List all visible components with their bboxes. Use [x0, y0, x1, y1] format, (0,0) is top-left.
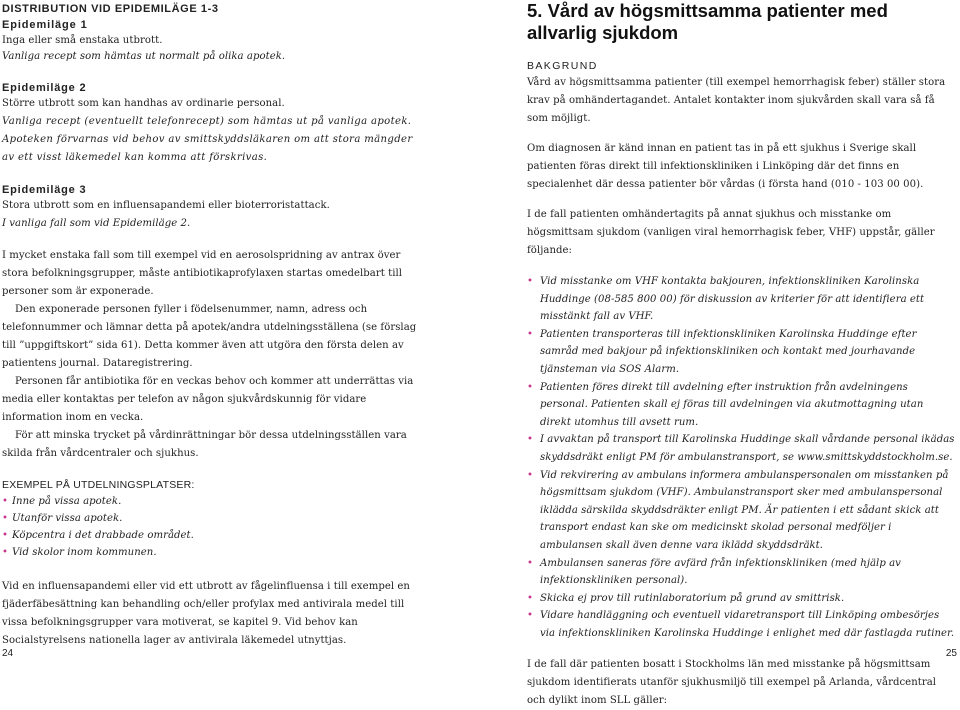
list-item: • Patienten transporteras till infektionskliniken Karolinska Huddinge efter samråd med bakjour på infektionskliniken och kontakt med jourhavande tjänsteman via SOS Alarm. — [527, 326, 957, 379]
bakgrund-heading: BAKGRUND — [527, 60, 598, 72]
list-item: • Vidare handläggning och eventuell vidaretransport till Linköping ombesörjes via infektionskliniken Karolinska Huddinge i enlighet med där fastlagda rutiner. — [527, 607, 957, 642]
list-item: • Köpcentra i det drabbade området. — [2, 527, 424, 544]
intro-paragraph-2: Om diagnosen är känd innan en patient tas in på ett sjukhus i Sverige skall patienten föras direkt till infektionskliniken i Linköping där det finns en specialenhet där dessa patienter bör vårdas (i första hand (010 - 103 00 00). — [527, 143, 924, 190]
paragraph-antrax: I mycket enstaka fall som till exempel vid en aerosolspridning av antrax över stora befolkningsgrupper, måste antibiotikaprofylaxen startas omedelbart till personer som är exponerade. — [2, 250, 403, 297]
page-number-left: 24 — [2, 648, 14, 659]
level1-line2: Vanliga recept som hämtas ut normalt på olika apotek. — [2, 51, 286, 62]
level3-line1: Stora utbrott som en influensapandemi eller bioterroristattack. — [2, 200, 330, 211]
level1-line1: Inga eller små enstaka utbrott. — [2, 35, 163, 46]
chapter-title: 5. Vård av högsmittsamma patienter med allvarlig sjukdom — [527, 0, 888, 43]
level3-line2: I vanliga fall som vid Epidemiläge 2. — [2, 218, 191, 229]
list-item: • Vid skolor inom kommunen. — [2, 544, 424, 561]
examples-heading: EXEMPEL PÅ UTDELNINGSPLATSER: — [2, 479, 195, 491]
paragraph-distribution-points: För att minska trycket på vårdinrättningar bör dessa utdelningsställen vara skilda från vårdcentraler och sjukhus. — [2, 430, 407, 459]
level2-line2: Vanliga recept (eventuellt telefonrecept) som hämtas ut på vanliga apotek. Apoteken förvarnas vid behov av smittskyddsläkaren om att stora mängder av ett visst läkemedel kan komma att förskrivas. — [2, 116, 413, 163]
list-item: • Skicka ej prov till rutinlaboratorium på grund av smittrisk. — [527, 590, 957, 608]
paragraph-exposed-person: Den exponerade personen fyller i födelsenummer, namn, adress och telefonnummer och lämnar detta på apotek/andra utdelningsställena (se förslag till ”uppgiftskort” sida 61). Detta kommer även att utgöra den första delen av patientens journal. Dataregistrering. — [2, 304, 417, 369]
level3-heading: Epidemiläge 3 — [2, 184, 87, 196]
level2-line1: Större utbrott som kan handhas av ordinarie personal. — [2, 98, 285, 109]
intro-paragraph-3: I de fall patienten omhändertagits på annat sjukhus och misstanke om högsmittsam sjukdom (vanligen viral hemorrhagisk feber, VHF) uppstår, gäller följande: — [527, 209, 935, 256]
list-item: • Utanför vissa apotek. — [2, 510, 424, 527]
intro-paragraph-1: Vård av högsmittsamma patienter (till exempel hemorrhagisk feber) ställer stora krav på omhändertagandet. Antalet kontakter inom sjukvården skall vara så få som möjligt. — [527, 77, 946, 124]
vhf-procedure-list — [527, 273, 957, 642]
left-page-column — [2, 0, 424, 650]
list-item: • Ambulansen saneras före avfärd från infektionskliniken (med hjälp av infektionskliniken personal). — [527, 555, 957, 590]
list-item: • Vid rekvirering av ambulans informera ambulanspersonalen om misstanken på högsmittsam sjukdom (VHF). Ambulanstransport sker med ambulanspersonal iklädda särskilda skyddsdräkter enligt PM. Är patienten i ett sådant skick att transport endast kan ske om medicinskt skolad personal medföljer i ambulansen skall även denne vara iklädd skyddsdräkt. — [527, 467, 957, 555]
distribution-title: DISTRIBUTION VID EPIDEMILÄGE 1-3 — [2, 3, 219, 15]
examples-list — [2, 493, 424, 561]
paragraph-stockholm: I de fall där patienten bosatt i Stockholms län med misstanke på högsmittsam sjukdom identifierats utanför sjukhusmiljö till exempel på Arlanda, vårdcentral och dylikt inom SLL gäller: — [527, 659, 937, 707]
paragraph-antiviral: Vid en influensapandemi eller vid ett utbrott av fågelinfluensa i till exempel en fjäderfäbesättning kan behandling och/eller profylax med antivirala medel till vissa befolkningsgrupper vara motiverat, se kapitel 9. Vid behov kan Socialstyrelsens nationella lager av antivirala läkemedel utnyttjas. — [2, 581, 410, 646]
level2-heading: Epidemiläge 2 — [2, 82, 87, 94]
list-item: • Patienten föres direkt till avdelning efter instruktion från avdelningens personal. Patienten skall ej föras till avdelningen via akutmottagning utan direkt utomhus till avsett rum. — [527, 379, 957, 432]
paragraph-antibiotics: Personen får antibiotika för en veckas behov och kommer att underrättas via media eller kontaktas per telefon av någon sjukvårdskunnig för vidare information inom en vecka. — [2, 376, 414, 423]
level1-heading: Epidemiläge 1 — [2, 19, 88, 31]
list-item: • Inne på vissa apotek. — [2, 493, 424, 510]
list-item: • I avvaktan på transport till Karolinska Huddinge skall vårdande personal ikädas skyddsdräkt enligt PM för ambulanstransport, se www.smittskyddstockholm.se. — [527, 431, 957, 466]
page-number-right: 25 — [945, 648, 957, 659]
right-page-column — [527, 0, 957, 710]
list-item: • Vid misstanke om VHF kontakta bakjouren, infektionskliniken Karolinska Huddinge (08-585 800 00) för diskussion av kriterier för att identifiera ett misstänkt fall av VHF. — [527, 273, 957, 326]
